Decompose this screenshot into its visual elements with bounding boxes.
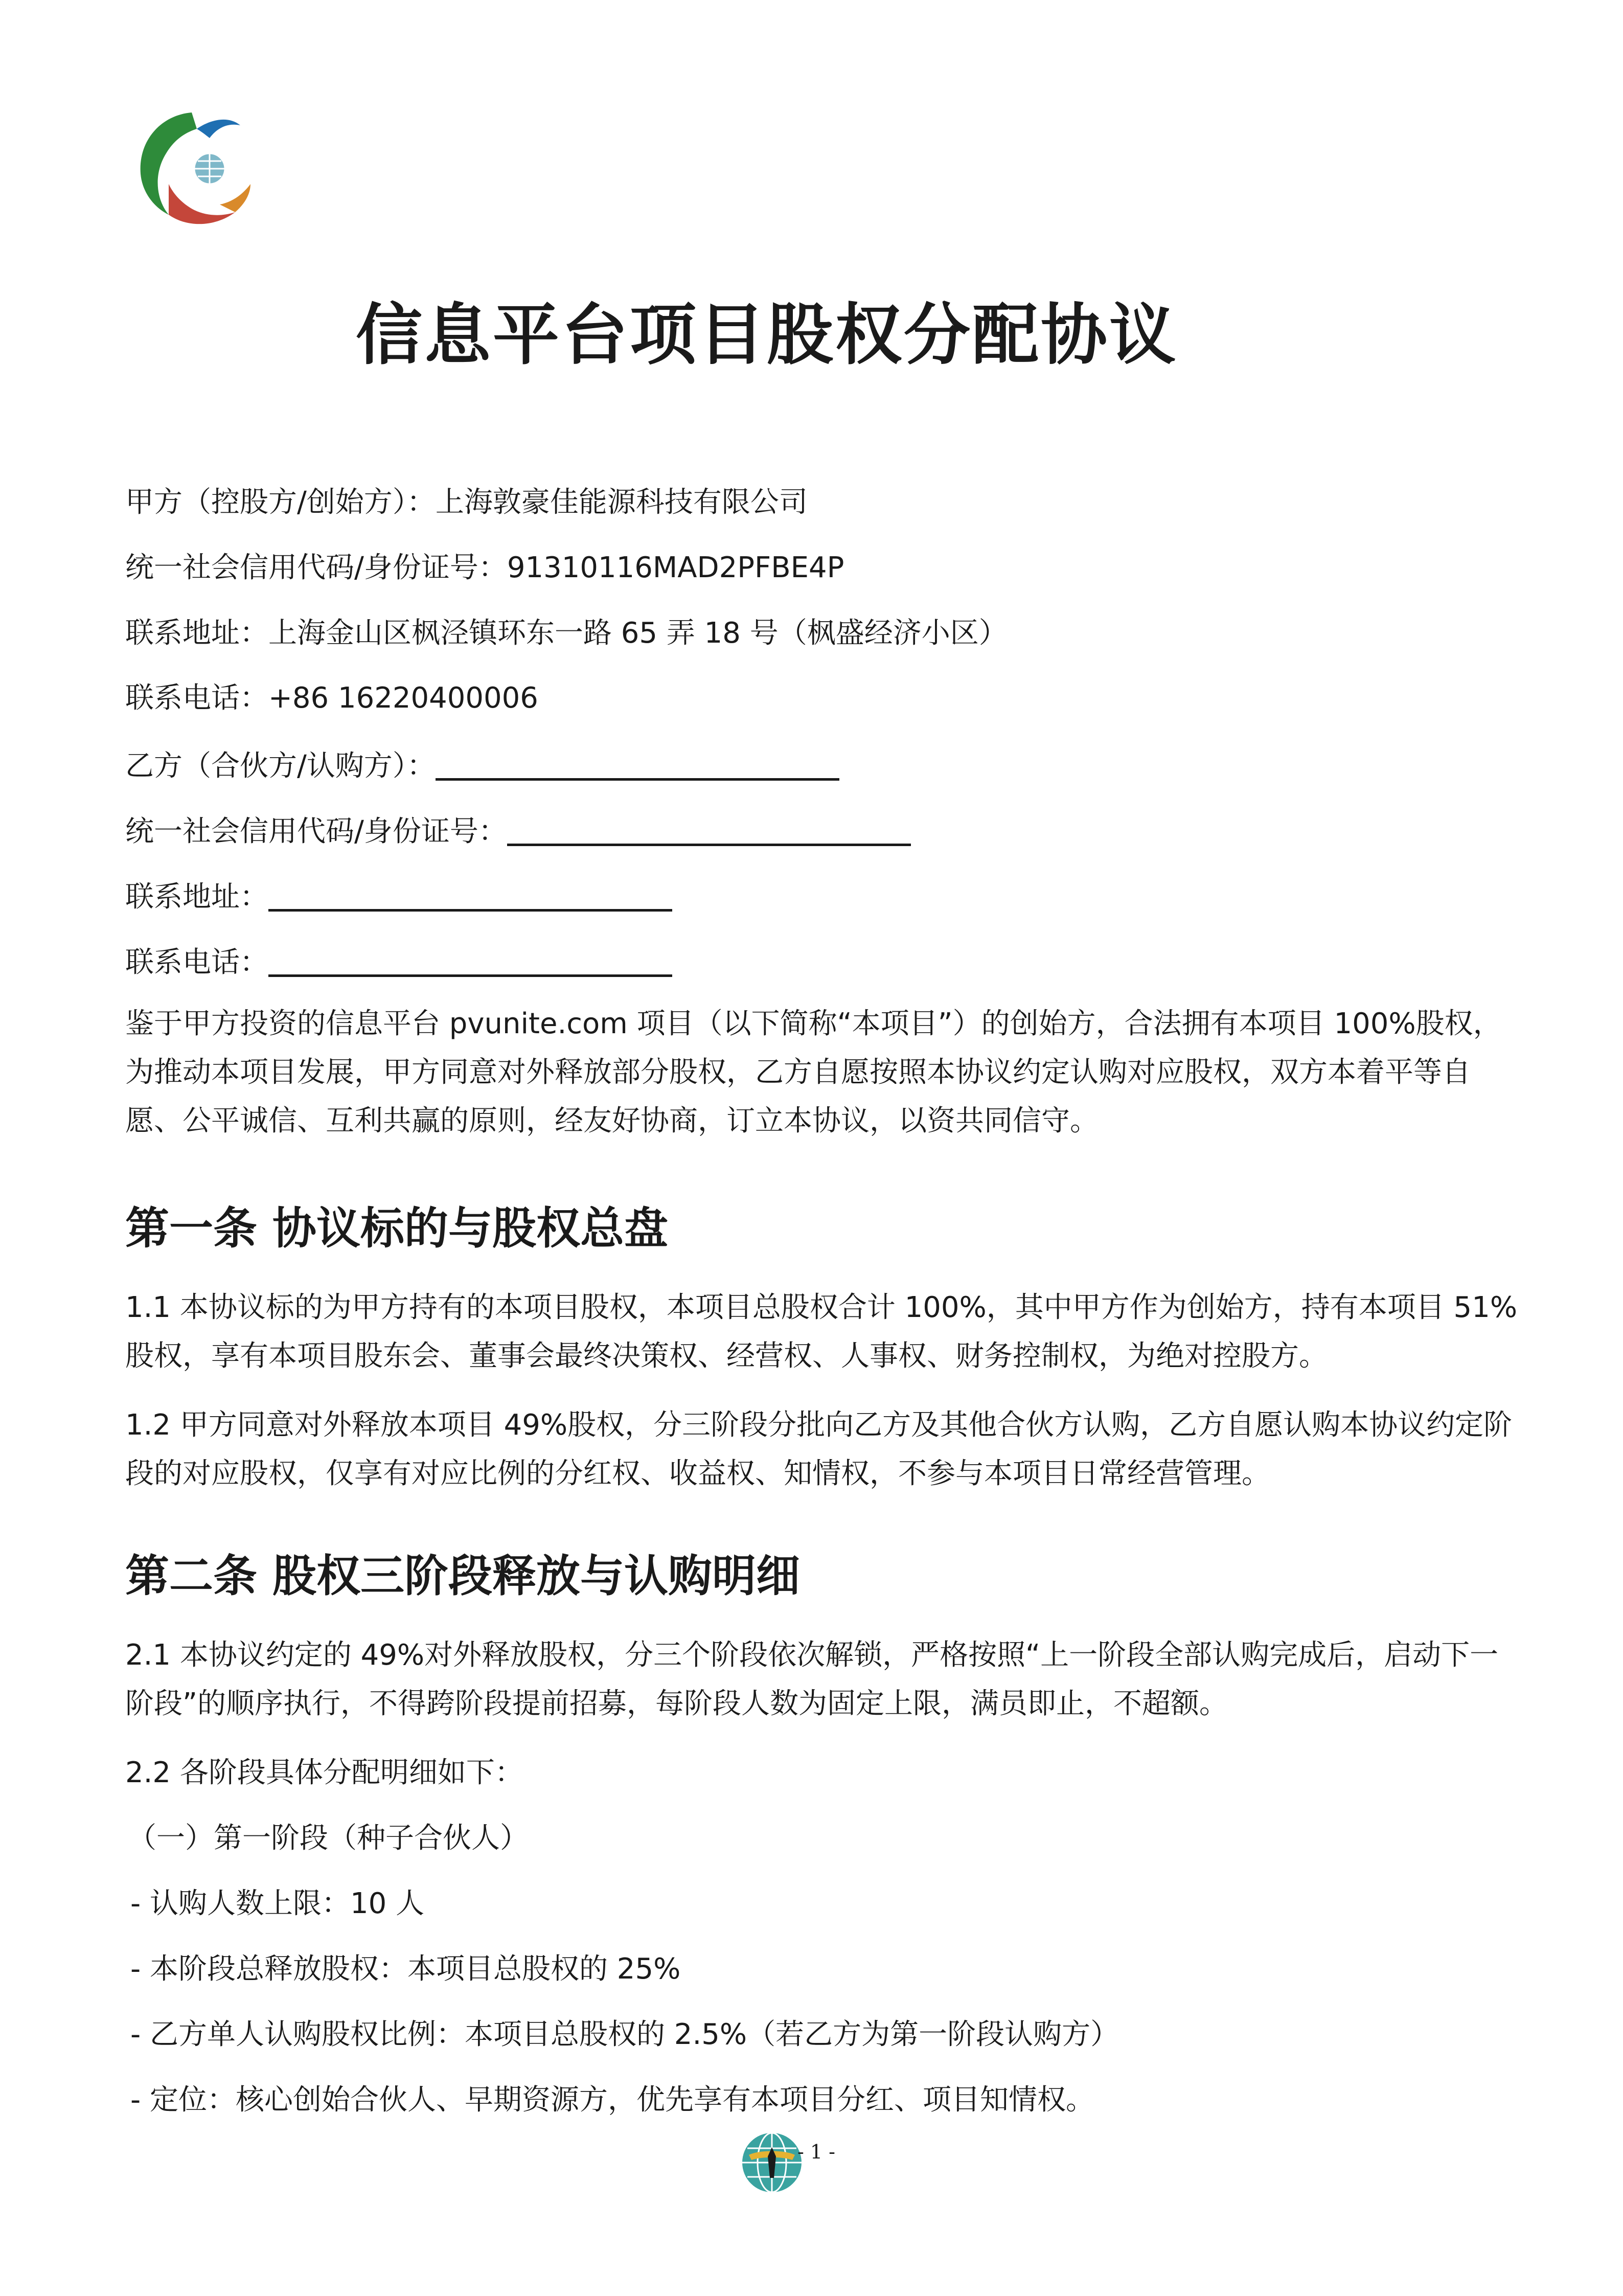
company-logo-icon <box>125 102 258 235</box>
stage-1-item: - 本阶段总释放股权：本项目总股权的 25% <box>130 1952 681 1986</box>
stage-1-title: （一）第一阶段（种子合伙人） <box>128 1822 529 1855</box>
article-1-clause-1: 1.1 本协议标的为甲方持有的本项目股权，本项目总股权合计 100%，其中甲方作为创始方，持有本项目 51%股权，享有本项目股东会、董事会最终决策权、经营权、人事权、财务控制权，为绝对控股方。 <box>125 1291 1518 1373</box>
preamble-paragraph: 鉴于甲方投资的信息平台 pvunite.com 项目（以下简称“本项目”）的创始方，合法拥有本项目 100%股权，为推动本项目发展，甲方同意对外释放部分股权，乙方自愿按照本协议约定认购对应股权，双方本着平等自愿、公平诚信、互利共赢的原则，经友好协商，订立本协议，以资共同信守。 <box>125 1007 1502 1138</box>
party-b-phone-label: 联系电话： <box>125 946 268 979</box>
party-b-address-row <box>125 880 672 912</box>
party-a-name: 甲方（控股方/创始方）：上海敦豪佳能源科技有限公司 <box>125 486 808 519</box>
article-1-heading: 第一条 协议标的与股权总盘 <box>125 1203 668 1254</box>
party-b-name-label: 乙方（合伙方/认购方）： <box>125 749 436 783</box>
party-b-name-blank[interactable] <box>436 749 839 781</box>
stage-1-item: - 乙方单人认购股权比例：本项目总股权的 2.5%（若乙方为第一阶段认购方） <box>130 2018 1119 2051</box>
party-b-phone-row <box>125 946 672 977</box>
party-b-code-row <box>125 815 911 846</box>
party-b-address-blank[interactable] <box>268 880 672 912</box>
party-b-name-row <box>125 749 839 781</box>
stage-1-item: - 认购人数上限：10 人 <box>130 1887 425 1920</box>
party-a-phone: 联系电话：+86 16220400006 <box>125 681 538 715</box>
party-a-address: 联系地址：上海金山区枫泾镇环东一路 65 弄 18 号（枫盛经济小区） <box>125 617 1008 650</box>
article-2-clause-2: 2.2 各阶段具体分配明细如下： <box>125 1756 523 1789</box>
article-2-heading: 第二条 股权三阶段释放与认购明细 <box>125 1551 800 1602</box>
party-b-phone-blank[interactable] <box>268 946 672 977</box>
article-2-clause-1: 2.1 本协议约定的 49%对外释放股权，分三个阶段依次解锁，严格按照“上一阶段全部认购完成后，启动下一阶段”的顺序执行，不得跨阶段提前招募，每阶段人数为固定上限，满员即止，不超额。 <box>125 1639 1499 1720</box>
document-title: 信息平台项目股权分配协议 <box>355 296 1178 374</box>
stage-1-item: - 定位：核心创始合伙人、早期资源方，优先享有本项目分红、项目知情权。 <box>130 2083 1095 2117</box>
article-1-clause-2: 1.2 甲方同意对外释放本项目 49%股权，分三阶段分批向乙方及其他合伙方认购，乙方自愿认购本协议约定阶段的对应股权，仅享有对应比例的分红权、收益权、知情权，不参与本项目日常经营管理。 <box>125 1408 1513 1490</box>
party-a-credit-code: 统一社会信用代码/身份证号：91310116MAD2PFBE4P <box>125 551 844 584</box>
globe-icon <box>736 2127 808 2198</box>
party-b-code-blank[interactable] <box>507 815 911 846</box>
party-b-address-label: 联系地址： <box>125 880 268 914</box>
page-number: - 1 - <box>797 2141 836 2163</box>
party-b-code-label: 统一社会信用代码/身份证号： <box>125 815 507 848</box>
